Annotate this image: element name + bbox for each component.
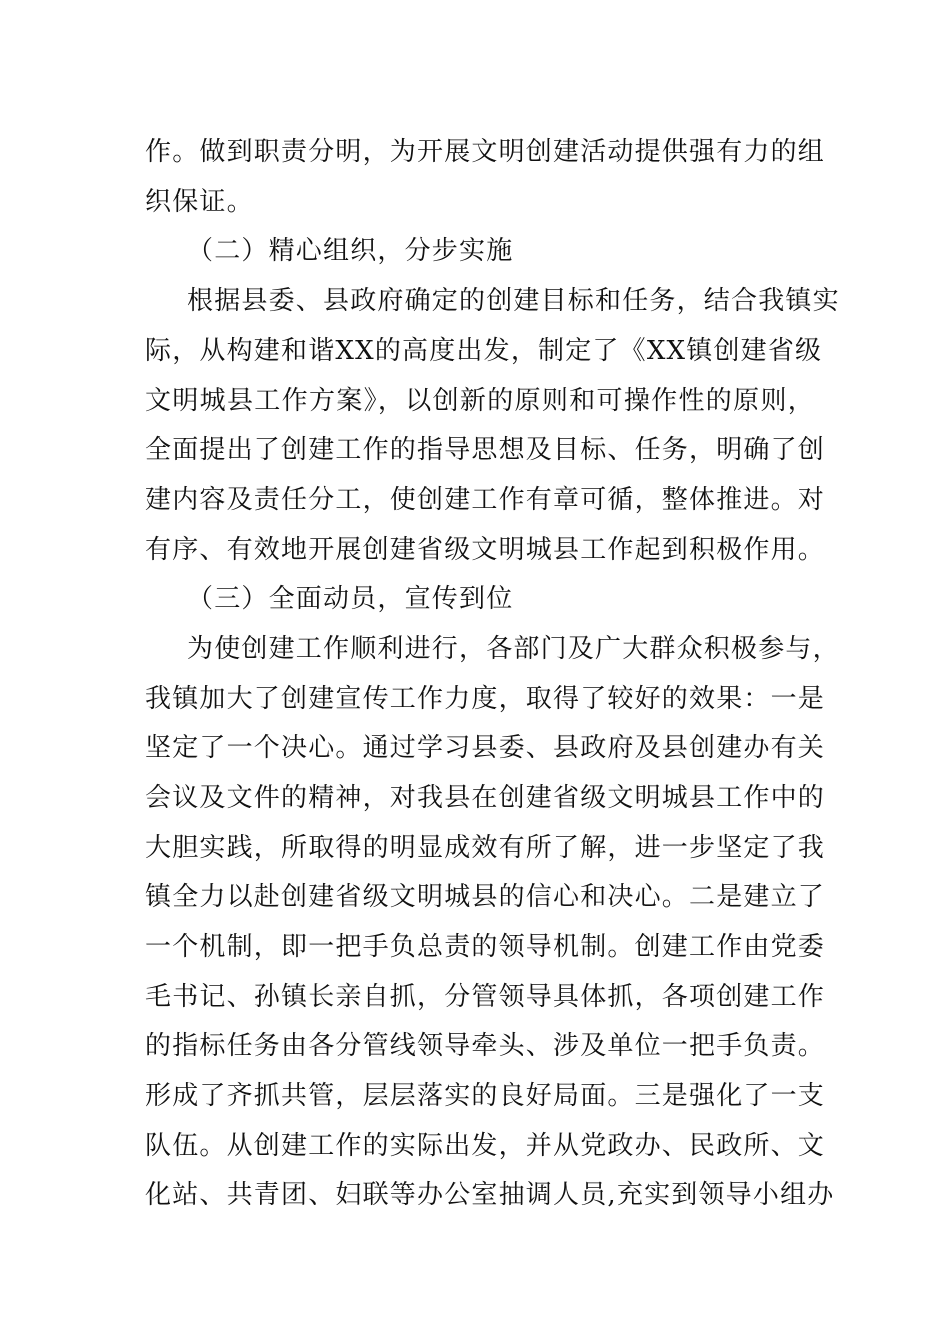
text-line: 为使创建工作顺利进行，各部门及广大群众积极参与， bbox=[187, 634, 840, 664]
text-line: 织保证。 bbox=[145, 187, 254, 217]
text-line: 一个机制，即一把手负总责的领导机制。创建工作由党委 bbox=[145, 932, 826, 962]
text-line: 有序、有效地开展创建省级文明城县工作起到积极作用。 bbox=[145, 535, 826, 565]
text-line: 镇全力以赴创建省级文明城县的信心和决心。二是建立了 bbox=[145, 882, 826, 912]
text-line: 队伍。从创建工作的实际出发，并从党政办、民政所、文 bbox=[145, 1131, 826, 1161]
text-line: 作。做到职责分明，为开展文明创建活动提供强有力的组 bbox=[145, 137, 826, 167]
text-line: 际，从构建和谐XX的高度出发，制定了《XX镇创建省级 bbox=[145, 336, 823, 366]
text-line: 的指标任务由各分管线领导牵头、涉及单位一把手负责。 bbox=[145, 1031, 826, 1061]
text-line: 会议及文件的精神，对我县在创建省级文明城县工作中的 bbox=[145, 783, 826, 813]
text-line: 文明城县工作方案》，以创新的原则和可操作性的原则， bbox=[145, 386, 815, 416]
text-line: 化站、共青团、妇联等办公室抽调人员,充实到领导小组办 bbox=[145, 1180, 835, 1210]
text-line: 建内容及责任分工，使创建工作有章可循，整体推进。对 bbox=[145, 485, 826, 515]
text-line: 全面提出了创建工作的指导思想及目标、任务，明确了创 bbox=[145, 435, 826, 465]
text-line: 形成了齐抓共管，层层落实的良好局面。三是强化了一支 bbox=[145, 1081, 826, 1111]
section-heading: （三）全面动员，宣传到位 bbox=[187, 584, 514, 614]
text-line: 毛书记、孙镇长亲自抓，分管领导具体抓，各项创建工作 bbox=[145, 982, 826, 1012]
text-line: 我镇加大了创建宣传工作力度，取得了较好的效果：一是 bbox=[145, 684, 826, 714]
text-line: 大胆实践，所取得的明显成效有所了解，进一步坚定了我 bbox=[145, 833, 826, 863]
text-line: 坚定了一个决心。通过学习县委、县政府及县创建办有关 bbox=[145, 733, 826, 763]
text-line: 根据县委、县政府确定的创建目标和任务，结合我镇实 bbox=[187, 286, 840, 316]
section-heading: （二）精心组织，分步实施 bbox=[187, 236, 514, 266]
